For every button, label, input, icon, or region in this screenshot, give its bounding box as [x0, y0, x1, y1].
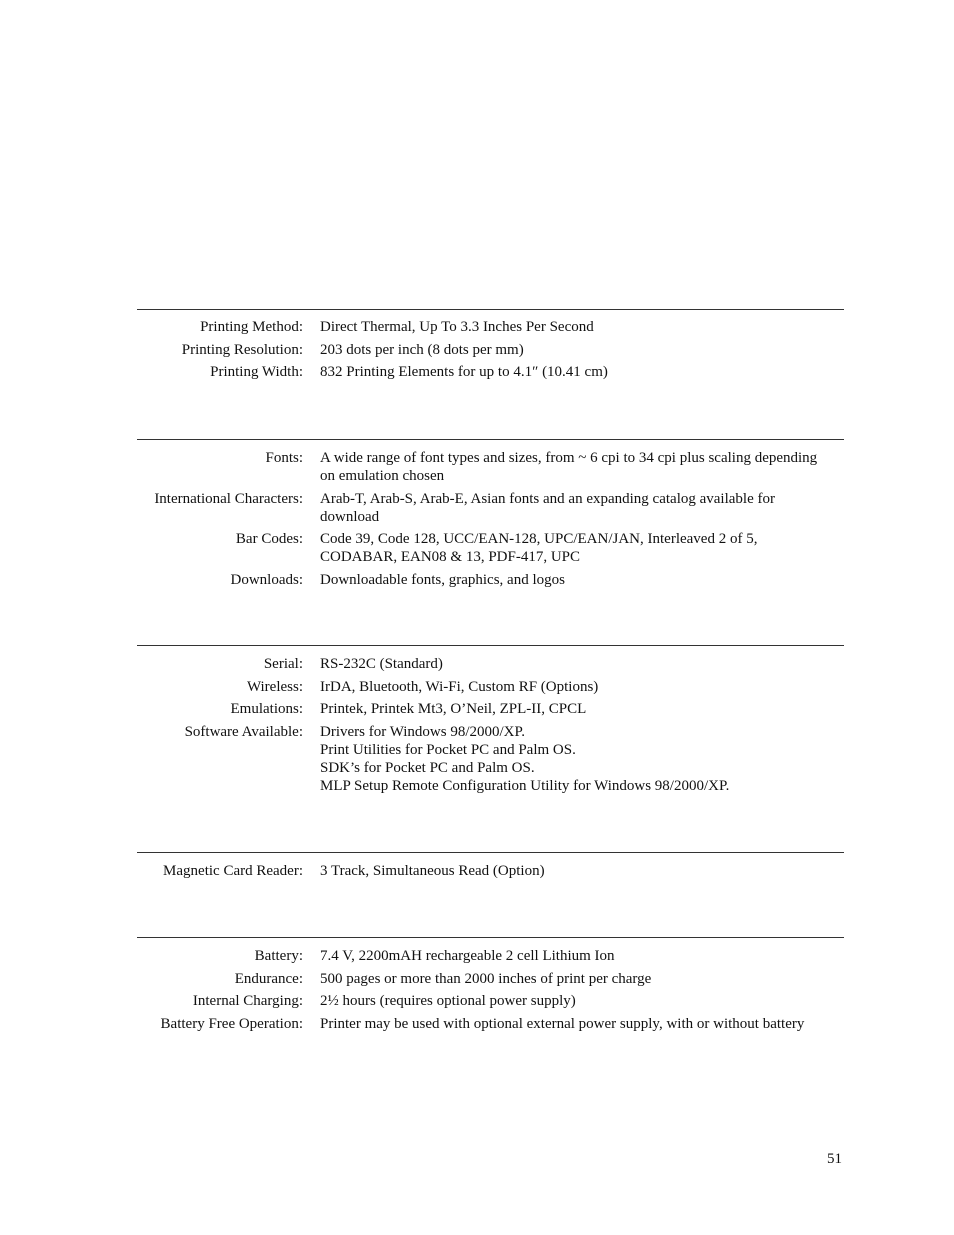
- spec-value-line: Printek, Printek Mt3, O’Neil, ZPL-II, CPCL: [320, 701, 587, 717]
- spec-value: [320, 970, 844, 988]
- spec-value-line: Code 39, Code 128, UCC/EAN-128, UPC/EAN/JAN, Interleaved 2 of 5,: [320, 531, 758, 547]
- spec-value: [320, 571, 844, 589]
- spec-label: Wireless:: [246, 678, 303, 695]
- spec-value: [320, 363, 844, 381]
- spec-label: Internal Charging:: [192, 993, 303, 1009]
- spec-label: Endurance:: [234, 970, 303, 987]
- spec-label: Downloads:: [230, 571, 303, 588]
- spec-row-international-characters: [137, 490, 844, 526]
- spec-value-line: 3 Track, Simultaneous Read (Option): [320, 863, 545, 879]
- spec-value: [320, 655, 844, 673]
- spec-value-line: IrDA, Bluetooth, Wi-Fi, Custom RF (Options): [320, 678, 599, 695]
- page-number: 51: [827, 1151, 842, 1167]
- spec-label: Printing Width:: [210, 364, 303, 380]
- spec-section-card-reader: [137, 852, 844, 879]
- spec-label: Emulations:: [230, 701, 303, 717]
- spec-label: International Characters:: [154, 490, 303, 507]
- spec-row-fonts: [137, 449, 844, 485]
- spec-row-endurance: [137, 970, 844, 988]
- spec-value-line: Direct Thermal, Up To 3.3 Inches Per Second: [320, 319, 594, 335]
- spec-value-line: Downloadable fonts, graphics, and logos: [320, 571, 565, 588]
- spec-row-battery-free-operation: [137, 1015, 844, 1033]
- spec-value-line: download: [320, 508, 380, 525]
- spec-value: [320, 947, 844, 965]
- spec-value: [320, 341, 844, 359]
- spec-row-downloads: [137, 571, 844, 589]
- spec-row-internal-charging: [137, 992, 844, 1010]
- spec-row-software-available: [137, 723, 844, 795]
- spec-value-line: 7.4 V, 2200mAH rechargeable 2 cell Lithium Ion: [320, 948, 615, 964]
- spec-label: Software Available:: [184, 723, 303, 740]
- spec-row-magnetic-card-reader: [137, 862, 844, 880]
- spec-value: [320, 490, 844, 526]
- spec-value-line: 2½ hours (requires optional power supply): [320, 993, 576, 1009]
- spec-value-line: A wide range of font types and sizes, from ~ 6 cpi to 34 cpi plus scaling depending: [320, 450, 818, 466]
- spec-value: [320, 723, 844, 795]
- spec-value-line: Arab-T, Arab-S, Arab-E, Asian fonts and an expanding catalog available for: [320, 490, 775, 507]
- spec-value-line: on emulation chosen: [320, 468, 445, 484]
- spec-value-line: Print Utilities for Pocket PC and Palm OS.: [320, 741, 576, 758]
- spec-value: [320, 678, 844, 696]
- spec-label: Magnetic Card Reader:: [163, 863, 303, 879]
- spec-section-printing: [137, 309, 844, 380]
- spec-value-line: Drivers for Windows 98/2000/XP.: [320, 723, 525, 740]
- spec-value: [320, 1015, 844, 1033]
- spec-value: [320, 449, 844, 485]
- spec-value: [320, 992, 844, 1010]
- spec-value-line: RS-232C (Standard): [320, 656, 443, 672]
- spec-row-battery: [137, 947, 844, 965]
- spec-value-line: CODABAR, EAN08 & 13, PDF-417, UPC: [320, 549, 581, 565]
- spec-row-serial: [137, 655, 844, 673]
- spec-value: [320, 318, 844, 336]
- spec-value-line: MLP Setup Remote Configuration Utility for Windows 98/2000/XP.: [320, 777, 730, 794]
- spec-row-printing-method: [137, 318, 844, 336]
- spec-label: Serial:: [263, 656, 303, 672]
- spec-value-line: Printer may be used with optional external power supply, with or without battery: [320, 1015, 805, 1032]
- spec-row-printing-resolution: [137, 341, 844, 359]
- spec-value-line: 203 dots per inch (8 dots per mm): [320, 341, 524, 358]
- spec-value-line: 500 pages or more than 2000 inches of print per charge: [320, 970, 652, 987]
- spec-label: Bar Codes:: [235, 531, 303, 547]
- spec-label: Printing Resolution:: [181, 341, 303, 358]
- spec-label: Battery:: [254, 948, 303, 964]
- spec-value: [320, 700, 844, 718]
- spec-section-power: [137, 937, 844, 1032]
- spec-row-emulations: [137, 700, 844, 718]
- spec-label: Fonts:: [265, 450, 303, 466]
- spec-section-fonts: [137, 439, 844, 588]
- spec-label: Battery Free Operation:: [160, 1015, 303, 1032]
- spec-row-printing-width: [137, 363, 844, 381]
- spec-value: [320, 862, 844, 880]
- spec-value: [320, 530, 844, 566]
- spec-value-line: 832 Printing Elements for up to 4.1″ (10.41 cm): [320, 364, 608, 380]
- spec-label: Printing Method:: [200, 319, 303, 335]
- spec-row-wireless: [137, 678, 844, 696]
- spec-row-bar-codes: [137, 530, 844, 566]
- spec-value-line: SDK’s for Pocket PC and Palm OS.: [320, 759, 535, 776]
- spec-section-communications: [137, 645, 844, 794]
